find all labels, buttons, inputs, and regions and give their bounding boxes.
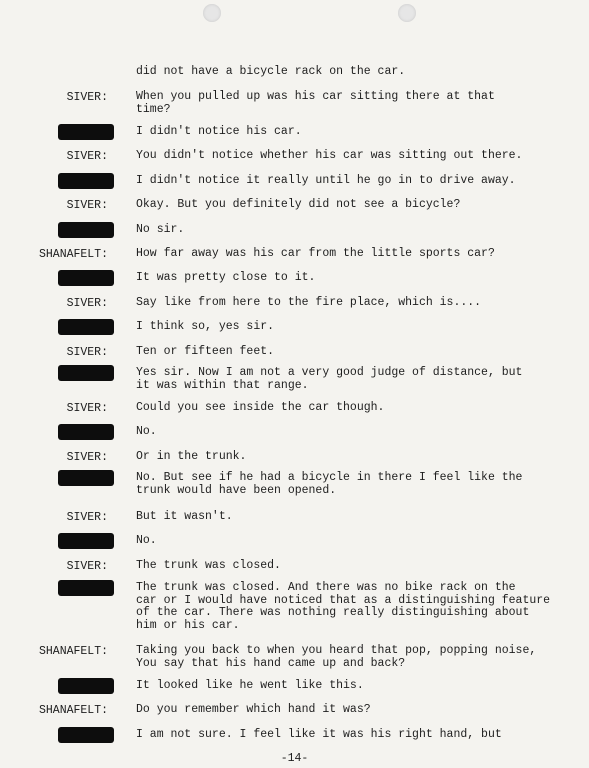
speaker-label: SIVER: (66, 199, 108, 212)
transcript-text: When you pulled up was his car sitting there at that time? (136, 90, 495, 116)
transcript-text: Okay. But you definitely did not see a bicycle? (136, 198, 461, 211)
transcript-text: But it wasn't. (136, 510, 233, 523)
transcript-text: You didn't notice whether his car was sitting out there. (136, 149, 523, 162)
redaction-bar (58, 580, 114, 596)
speaker-label: SIVER: (66, 560, 108, 573)
transcript-text: Yes sir. Now I am not a very good judge of distance, but it was within that range. (136, 366, 523, 392)
redaction-bar (58, 424, 114, 440)
redaction-bar (58, 270, 114, 286)
transcript-text: I didn't notice it really until he go in to drive away. (136, 174, 516, 187)
redaction-bar (58, 470, 114, 486)
redaction-bar (58, 678, 114, 694)
transcript-text: The trunk was closed. (136, 559, 281, 572)
speaker-label: SHANAFELT: (38, 645, 108, 658)
transcript-text: How far away was his car from the little sports car? (136, 247, 495, 260)
redaction-bar (58, 365, 114, 381)
redaction-bar (58, 124, 114, 140)
page-number: -14- (280, 752, 309, 765)
redaction-bar (58, 319, 114, 335)
redaction-bar (58, 727, 114, 743)
speaker-label: SIVER: (66, 150, 108, 163)
transcript-text: did not have a bicycle rack on the car. (136, 65, 406, 78)
transcript-text: Say like from here to the fire place, which is.... (136, 296, 482, 309)
transcript-text: I think so, yes sir. (136, 320, 275, 333)
punch-hole (203, 4, 221, 22)
transcript-text: Or in the trunk. (136, 450, 247, 463)
speaker-label: SIVER: (66, 91, 108, 104)
speaker-label: SIVER: (66, 297, 108, 310)
transcript-text: I am not sure. I feel like it was his right hand, but (136, 728, 502, 741)
transcript-text: It was pretty close to it. (136, 271, 316, 284)
transcript-text: Do you remember which hand it was? (136, 703, 371, 716)
transcript-text: No. But see if he had a bicycle in there I feel like the trunk would have been opened. (136, 471, 523, 497)
transcript-text: I didn't notice his car. (136, 125, 302, 138)
redaction-bar (58, 533, 114, 549)
speaker-label: SIVER: (66, 451, 108, 464)
transcript-text: It looked like he went like this. (136, 679, 364, 692)
speaker-label: SIVER: (66, 402, 108, 415)
transcript-text: Taking you back to when you heard that pop, popping noise, You say that his hand came up and back? (136, 644, 537, 670)
speaker-label: SIVER: (66, 511, 108, 524)
transcript-text: No sir. (136, 223, 185, 236)
redaction-bar (58, 222, 114, 238)
speaker-label: SHANAFELT: (38, 248, 108, 261)
punch-hole (398, 4, 416, 22)
transcript-text: Could you see inside the car though. (136, 401, 385, 414)
transcript-text: The trunk was closed. And there was no bike rack on the car or I would have noticed that as a distinguishing feature of the car. There was nothing really distinguishing about him or his car. (136, 581, 551, 632)
redaction-bar (58, 173, 114, 189)
transcript-text: No. (136, 534, 157, 547)
transcript-text: No. (136, 425, 157, 438)
speaker-label: SHANAFELT: (38, 704, 108, 717)
transcript-text: Ten or fifteen feet. (136, 345, 275, 358)
speaker-label: SIVER: (66, 346, 108, 359)
